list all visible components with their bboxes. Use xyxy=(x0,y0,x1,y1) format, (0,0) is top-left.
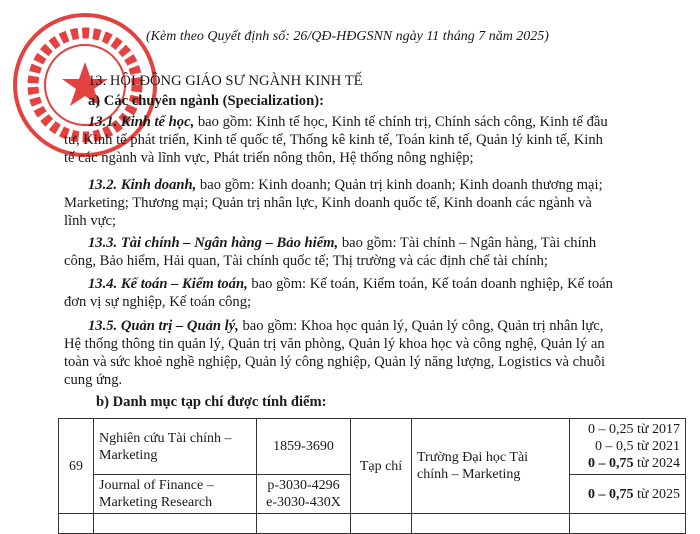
specialization-item-continuation xyxy=(64,131,603,149)
subheading-specialization: a) Các chuyên ngành (Specialization): xyxy=(88,93,324,109)
section-title: 13. HỘI ĐỒNG GIÁO SƯ NGÀNH KINH TẾ xyxy=(88,73,363,89)
issn: 1859-3690 xyxy=(257,419,351,475)
specialization-text: đơn vị sự nghiệp, Kế toán công; xyxy=(64,294,252,310)
publisher: Trường Đại học Tài chính – Marketing xyxy=(412,419,570,514)
specialization-text: toàn và sức khoẻ nghề nghiệp, Quản lý công nghiệp, Quản lý năng lượng, Logistics và chuỗi xyxy=(64,354,606,370)
journal-name: Journal of Finance – Marketing Research xyxy=(94,475,257,514)
specialization-text: bao gồm: Tài chính – Ngân hàng, Tài chính xyxy=(338,235,597,251)
specialization-item-continuation xyxy=(64,149,474,167)
specialization-title: 13.4. Kế toán – Kiểm toán, xyxy=(88,276,248,292)
specialization-item xyxy=(88,176,603,194)
specialization-title: 13.3. Tài chính – Ngân hàng – Bảo hiểm, xyxy=(88,235,339,251)
specialization-text: bao gồm: Kinh doanh; Quản trị kinh doanh; Kinh doanh thương mại; xyxy=(196,177,603,193)
specialization-item-continuation xyxy=(64,194,592,212)
specialization-item xyxy=(88,234,596,252)
specialization-item xyxy=(88,317,603,335)
points-line: 0 – 0,75 từ 2024 xyxy=(588,456,680,471)
specialization-item-continuation xyxy=(64,371,122,389)
specialization-text: bao gồm: Khoa học quản lý, Quản lý công, Quản trị nhân lực, xyxy=(238,318,604,334)
specialization-text: bao gồm: Kinh tế học, Kinh tế chính trị, Chính sách công, Kinh tế đầu xyxy=(194,114,608,130)
points-line: 0 – 0,25 từ 2017 xyxy=(588,422,680,437)
specialization-item-continuation xyxy=(64,212,116,230)
journal-table xyxy=(58,418,686,534)
journal-name: Nghiên cứu Tài chính – Marketing xyxy=(94,419,257,475)
issn: p-3030-4296 e-3030-430X xyxy=(257,475,351,514)
subheading-journals: b) Danh mục tạp chí được tính điểm: xyxy=(96,394,327,410)
header-note: (Kèm theo Quyết định số: 26/QĐ-HĐGSNN ngày 11 tháng 7 năm 2025) xyxy=(146,29,549,44)
type: Tạp chí xyxy=(351,419,412,514)
specialization-text: Hệ thống thông tin quản lý, Quản trị văn phòng, Quản lý khoa học và công nghệ, Quản lý an xyxy=(64,336,605,352)
row-number: 69 xyxy=(59,419,94,514)
specialization-item xyxy=(88,113,608,131)
specialization-text: tư, Kinh tế phát triển, Kinh tế quốc tế, Thống kê kinh tế, Toán kinh tế, Quản lý kinh tế, Kinh xyxy=(64,132,603,148)
specialization-item-continuation xyxy=(64,353,605,371)
specialization-item xyxy=(88,275,613,293)
table-row xyxy=(59,419,686,475)
table-row-partial xyxy=(59,514,686,534)
specialization-title: 13.2. Kinh doanh, xyxy=(88,177,197,193)
specialization-title: 13.5. Quản trị – Quản lý, xyxy=(88,318,239,334)
specialization-text: công, Bảo hiểm, Hải quan, Tài chính quốc tế; Thị trường và các định chế tài chính; xyxy=(64,253,548,269)
points xyxy=(570,419,686,475)
specialization-text: bao gồm: Kế toán, Kiểm toán, Kế toán doanh nghiệp, Kế toán xyxy=(247,276,613,292)
points: 0 – 0,75 từ 2025 xyxy=(570,475,686,514)
specialization-item-continuation xyxy=(64,252,548,270)
specialization-text: tế các ngành và lĩnh vực, Phát triển nông thôn, Hệ thống nông nghiệp; xyxy=(64,150,474,166)
specialization-text: lĩnh vực; xyxy=(64,213,117,229)
specialization-item-continuation xyxy=(64,335,605,353)
points-line: 0 – 0,5 từ 2021 xyxy=(595,439,680,454)
specialization-title: 13.1. Kinh tế học, xyxy=(88,114,195,130)
specialization-item-continuation xyxy=(64,293,251,311)
specialization-text: cung ứng. xyxy=(64,372,123,388)
specialization-text: Marketing; Thương mại; Quản trị nhân lực, Kinh doanh quốc tế, Kinh doanh các ngành và xyxy=(64,195,592,211)
